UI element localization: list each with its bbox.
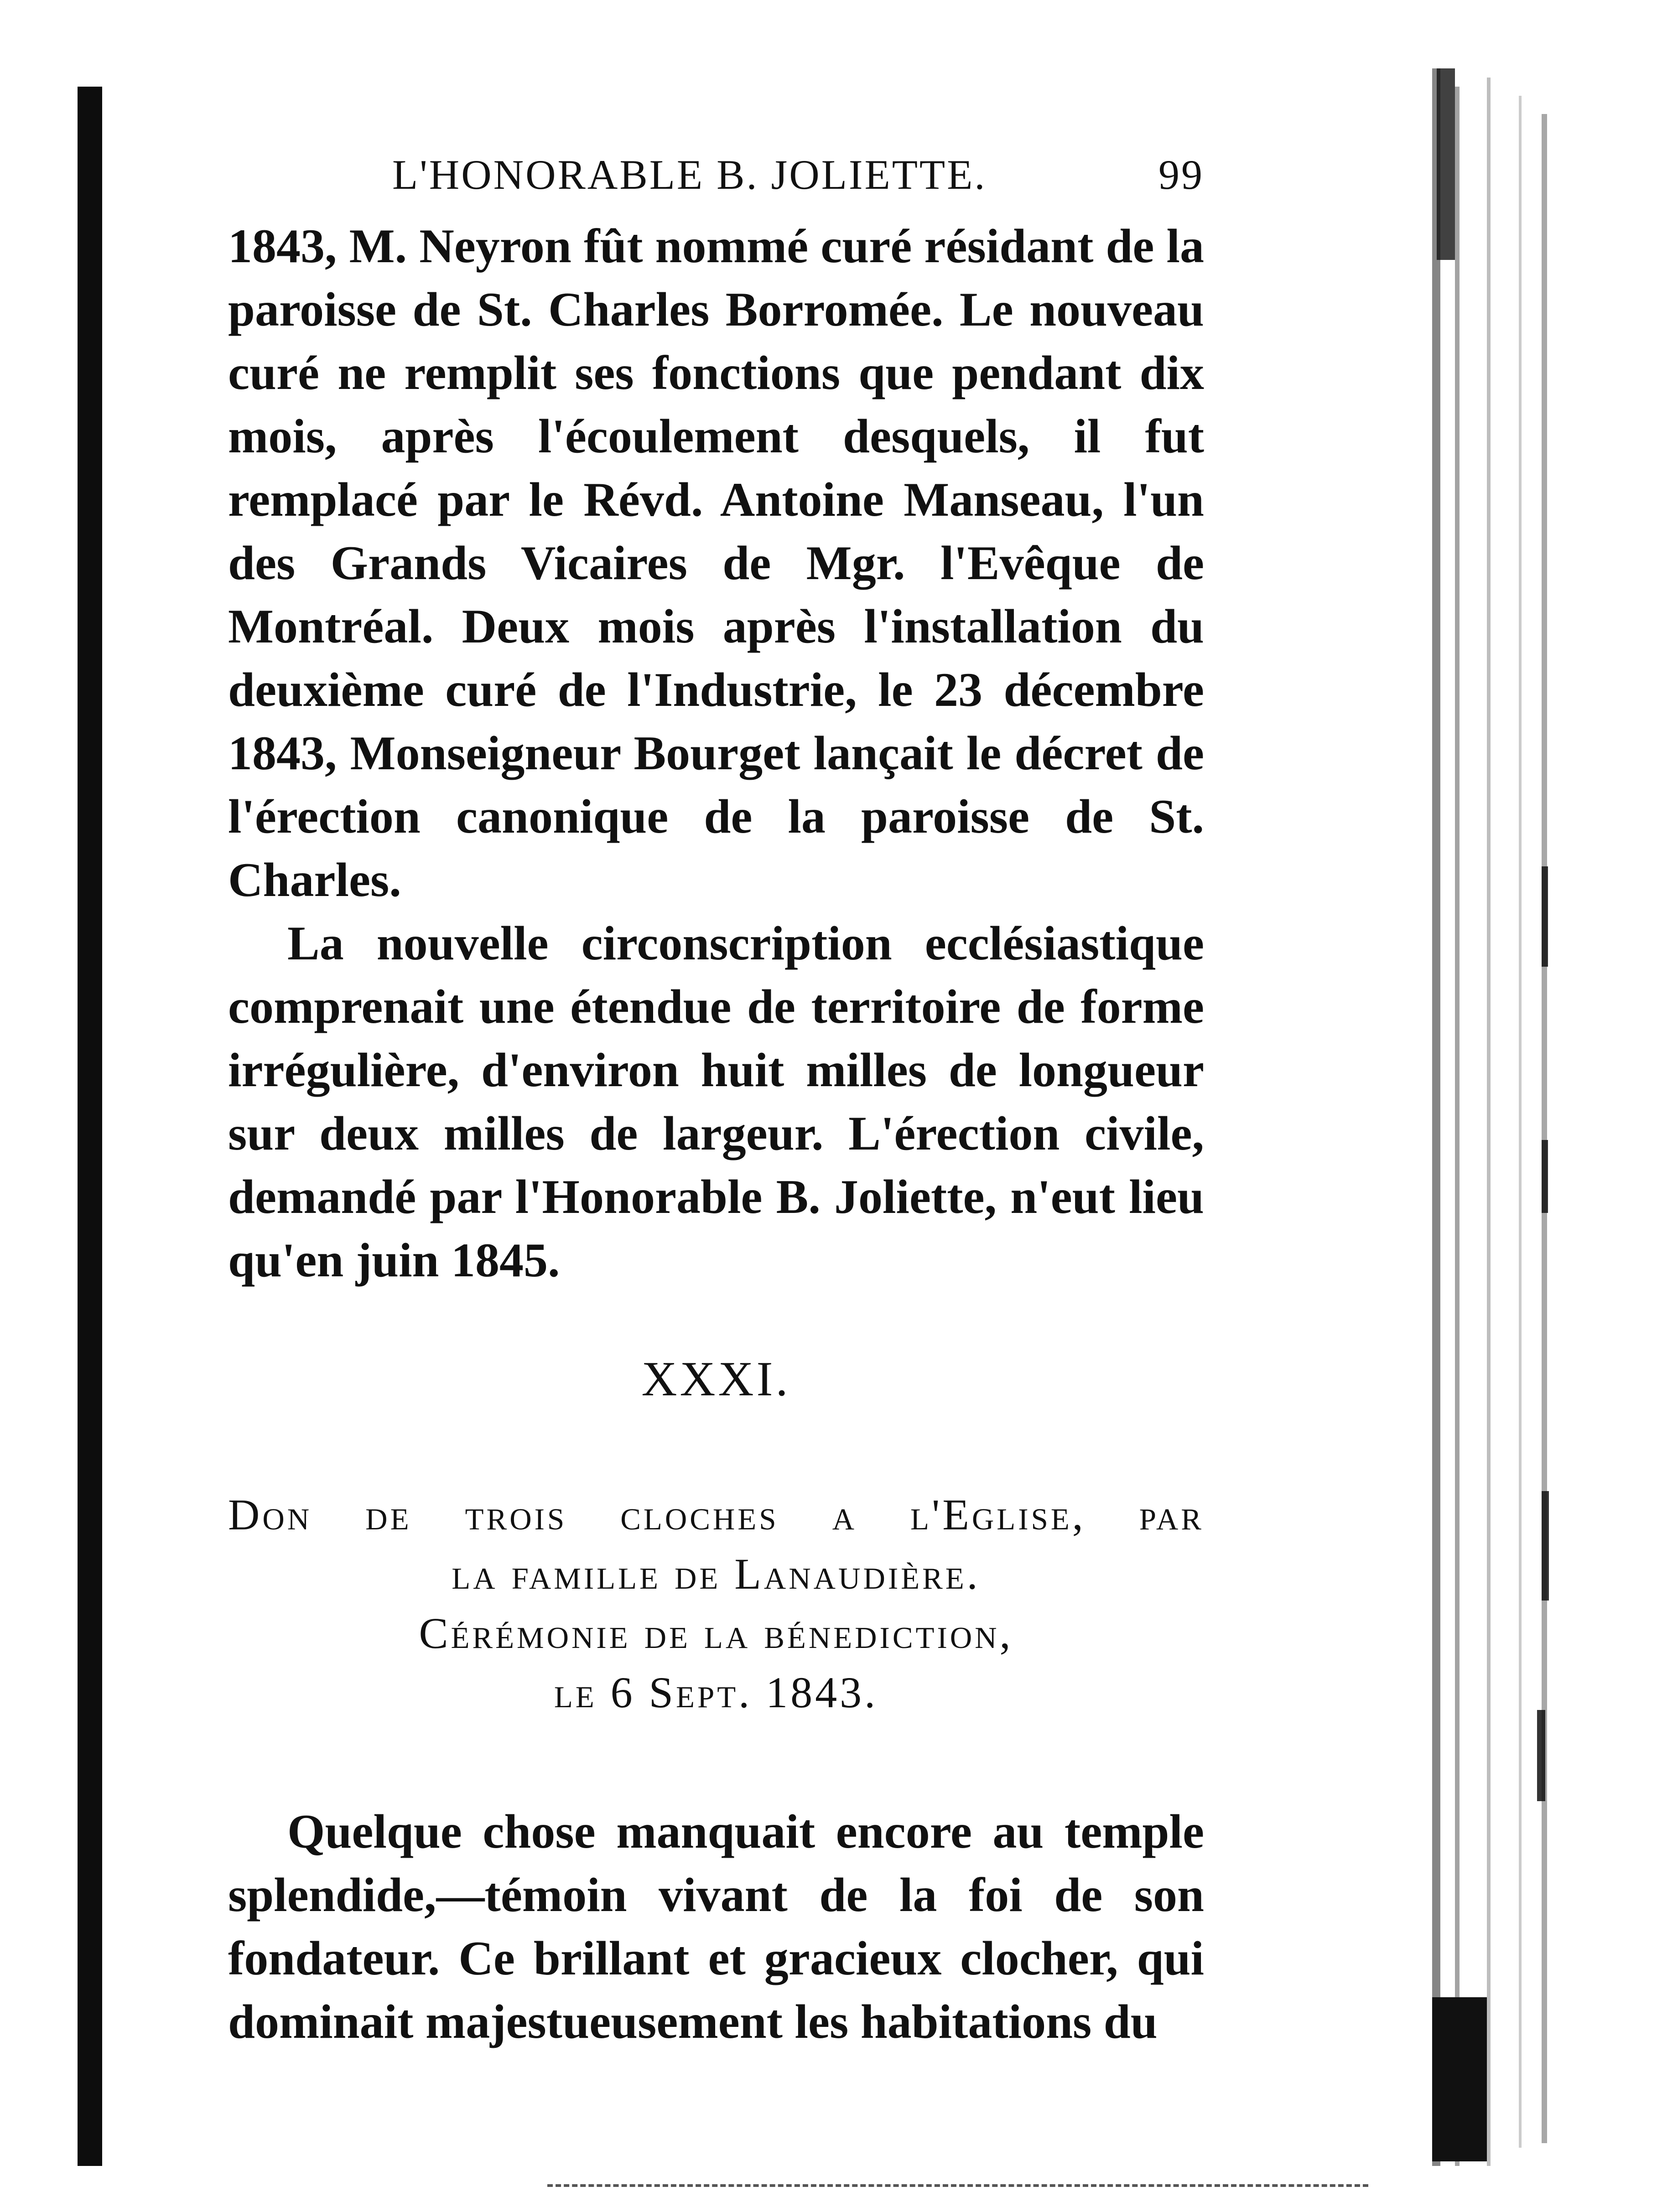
section-heading-line-3: Cérémonie de la bénediction,	[419, 1609, 1013, 1658]
running-title: L'HONORABLE B. JOLIETTE.	[392, 151, 987, 198]
page-body	[228, 146, 1204, 2053]
scan-dark-corner	[1432, 1997, 1487, 2161]
section-number: XXXI.	[641, 1352, 791, 1406]
bottom-scan-rule	[547, 2184, 1368, 2187]
section-heading-line-1: Don de trois cloches a l'Eglise, par	[228, 1490, 1204, 1539]
section-heading-line-4: le 6 Sept. 1843.	[554, 1668, 878, 1717]
page-number: 99	[1158, 151, 1204, 198]
section-heading-line-2: la famille de Lanaudière.	[452, 1549, 981, 1598]
paragraph-1: 1843, M. Neyron fût nommé curé résidant de la paroisse de St. Charles Borromée. Le nouveau curé ne remplit ses fonctions que pendant dix mois, après l'écoulement desquels, il fut remplacé par le Révd. Antoine Manseau, l'un des Grands Vicaires de Mgr. l'Evêque de Montréal. Deux mois après l'installation du deuxième curé de l'Industrie, le 23 décembre 1843, Monseigneur Bourget lançait le décret de l'érection canonique de la paroisse de St. Charles.	[228, 219, 1204, 907]
closing-paragraph: Quelque chose manquait encore au temple splendide,—témoin vivant de la foi de son fondateur. Ce brillant et gracieux clocher, qui dominait majestueusement les habitations du	[228, 1805, 1204, 2048]
binding-edge	[78, 87, 102, 2166]
paragraph-2: La nouvelle circonscription ecclésiastique comprenait une étendue de territoire de forme irrégulière, d'environ huit milles de longueur sur deux milles de largeur. L'érection civile, demandé par l'Honorable B. Joliette, n'eut lieu qu'en juin 1845.	[228, 917, 1204, 1287]
section-heading	[228, 1485, 1204, 1722]
running-head	[228, 146, 1204, 214]
scan-gutter-noise	[1405, 68, 1578, 2166]
